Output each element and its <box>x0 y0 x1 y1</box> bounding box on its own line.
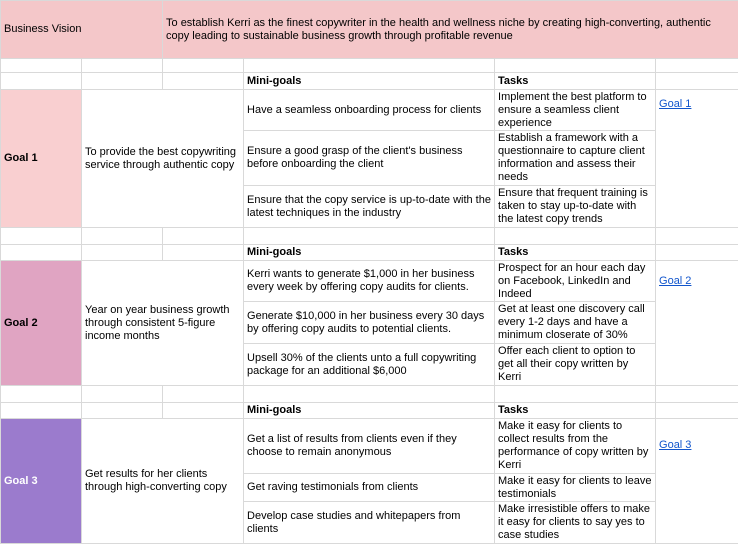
empty-cell[interactable] <box>82 59 163 73</box>
goal-1-task-1[interactable]: Implement the best platform to ensure a seamless client experience <box>495 90 656 131</box>
empty-cell[interactable] <box>244 59 495 73</box>
goal-3-mini-goal-2[interactable]: Get raving testimonials from clients <box>244 474 495 502</box>
goal-3-label[interactable]: Goal 3 <box>1 419 82 544</box>
empty-cell[interactable] <box>656 245 738 261</box>
tasks-header[interactable]: Tasks <box>495 403 656 419</box>
empty-cell[interactable] <box>163 228 244 245</box>
empty-cell[interactable] <box>1 403 82 419</box>
tasks-header[interactable]: Tasks <box>495 73 656 90</box>
goal-1-label[interactable]: Goal 1 <box>1 90 82 228</box>
empty-cell[interactable] <box>1 228 82 245</box>
goal-2-mini-goal-1[interactable]: Kerri wants to generate $1,000 in her business every week by offering copy audits for clients. <box>244 261 495 302</box>
goal-2-task-2[interactable]: Get at least one discovery call every 1-2 days and have a minimum closerate of 30% <box>495 302 656 344</box>
goal-2-label[interactable]: Goal 2 <box>1 261 82 386</box>
empty-cell[interactable] <box>163 386 244 403</box>
business-vision-text[interactable]: To establish Kerri as the finest copywriter in the health and wellness niche by creating high-converting, authentic copy leading to sustainable business growth through profitable revenue <box>163 1 738 59</box>
mini-goals-header[interactable]: Mini-goals <box>244 73 495 90</box>
empty-cell[interactable] <box>656 59 738 73</box>
goal-2-mini-goal-3[interactable]: Upsell 30% of the clients unto a full copywriting package for an additional $6,000 <box>244 344 495 386</box>
goal-1-mini-goal-2[interactable]: Ensure a good grasp of the client's business before onboarding the client <box>244 131 495 186</box>
goal-3-link-cell <box>656 419 738 544</box>
empty-cell[interactable] <box>163 73 244 90</box>
empty-cell[interactable] <box>1 386 82 403</box>
empty-cell[interactable] <box>656 228 738 245</box>
empty-cell[interactable] <box>82 386 163 403</box>
goal-2-description[interactable]: Year on year business growth through consistent 5-figure income months <box>82 261 244 386</box>
goal-3-task-3[interactable]: Make irresistible offers to make it easy for clients to say yes to case studies <box>495 502 656 544</box>
goal-2-link-cell <box>656 261 738 386</box>
empty-cell[interactable] <box>82 403 163 419</box>
goal-3-description[interactable]: Get results for her clients through high-converting copy <box>82 419 244 544</box>
tasks-header[interactable]: Tasks <box>495 245 656 261</box>
empty-cell[interactable] <box>656 403 738 419</box>
goal-2-mini-goal-2[interactable]: Generate $10,000 in her business every 30 days by offering copy audits to potential clients. <box>244 302 495 344</box>
goal-1-mini-goal-1[interactable]: Have a seamless onboarding process for clients <box>244 90 495 131</box>
empty-cell[interactable] <box>656 386 738 403</box>
goal-1-link[interactable]: Goal 1 <box>659 98 692 110</box>
goal-2-link[interactable]: Goal 2 <box>659 275 692 287</box>
goal-1-link-cell <box>656 90 738 228</box>
mini-goals-header[interactable]: Mini-goals <box>244 245 495 261</box>
goal-1-description[interactable]: To provide the best copywriting service through authentic copy <box>82 90 244 228</box>
empty-cell[interactable] <box>82 228 163 245</box>
empty-cell[interactable] <box>495 386 656 403</box>
empty-cell[interactable] <box>163 403 244 419</box>
empty-cell[interactable] <box>495 228 656 245</box>
goal-3-mini-goal-1[interactable]: Get a list of results from clients even if they choose to remain anonymous <box>244 419 495 474</box>
empty-cell[interactable] <box>82 73 163 90</box>
goal-3-link[interactable]: Goal 3 <box>659 439 692 451</box>
empty-cell[interactable] <box>82 245 163 261</box>
business-vision-title[interactable]: Business Vision <box>1 1 163 59</box>
goal-3-task-2[interactable]: Make it easy for clients to leave testimonials <box>495 474 656 502</box>
goal-1-task-2[interactable]: Establish a framework with a questionnaire to capture client information and assess their needs <box>495 131 656 186</box>
mini-goals-header[interactable]: Mini-goals <box>244 403 495 419</box>
goal-2-task-3[interactable]: Offer each client to option to get all their copy written by Kerri <box>495 344 656 386</box>
goal-1-task-3[interactable]: Ensure that frequent training is taken to stay up-to-date with the latest copy trends <box>495 186 656 228</box>
goal-3-task-1[interactable]: Make it easy for clients to collect results from the performance of copy written by Kerri <box>495 419 656 474</box>
goal-1-mini-goal-3[interactable]: Ensure that the copy service is up-to-date with the latest techniques in the industry <box>244 186 495 228</box>
empty-cell[interactable] <box>244 228 495 245</box>
goal-3-mini-goal-3[interactable]: Develop case studies and whitepapers from clients <box>244 502 495 544</box>
empty-cell[interactable] <box>1 73 82 90</box>
empty-cell[interactable] <box>656 73 738 90</box>
empty-cell[interactable] <box>1 59 82 73</box>
empty-cell[interactable] <box>163 59 244 73</box>
empty-cell[interactable] <box>1 245 82 261</box>
goal-2-task-1[interactable]: Prospect for an hour each day on Facebook, LinkedIn and Indeed <box>495 261 656 302</box>
empty-cell[interactable] <box>163 245 244 261</box>
empty-cell[interactable] <box>244 386 495 403</box>
empty-cell[interactable] <box>495 59 656 73</box>
